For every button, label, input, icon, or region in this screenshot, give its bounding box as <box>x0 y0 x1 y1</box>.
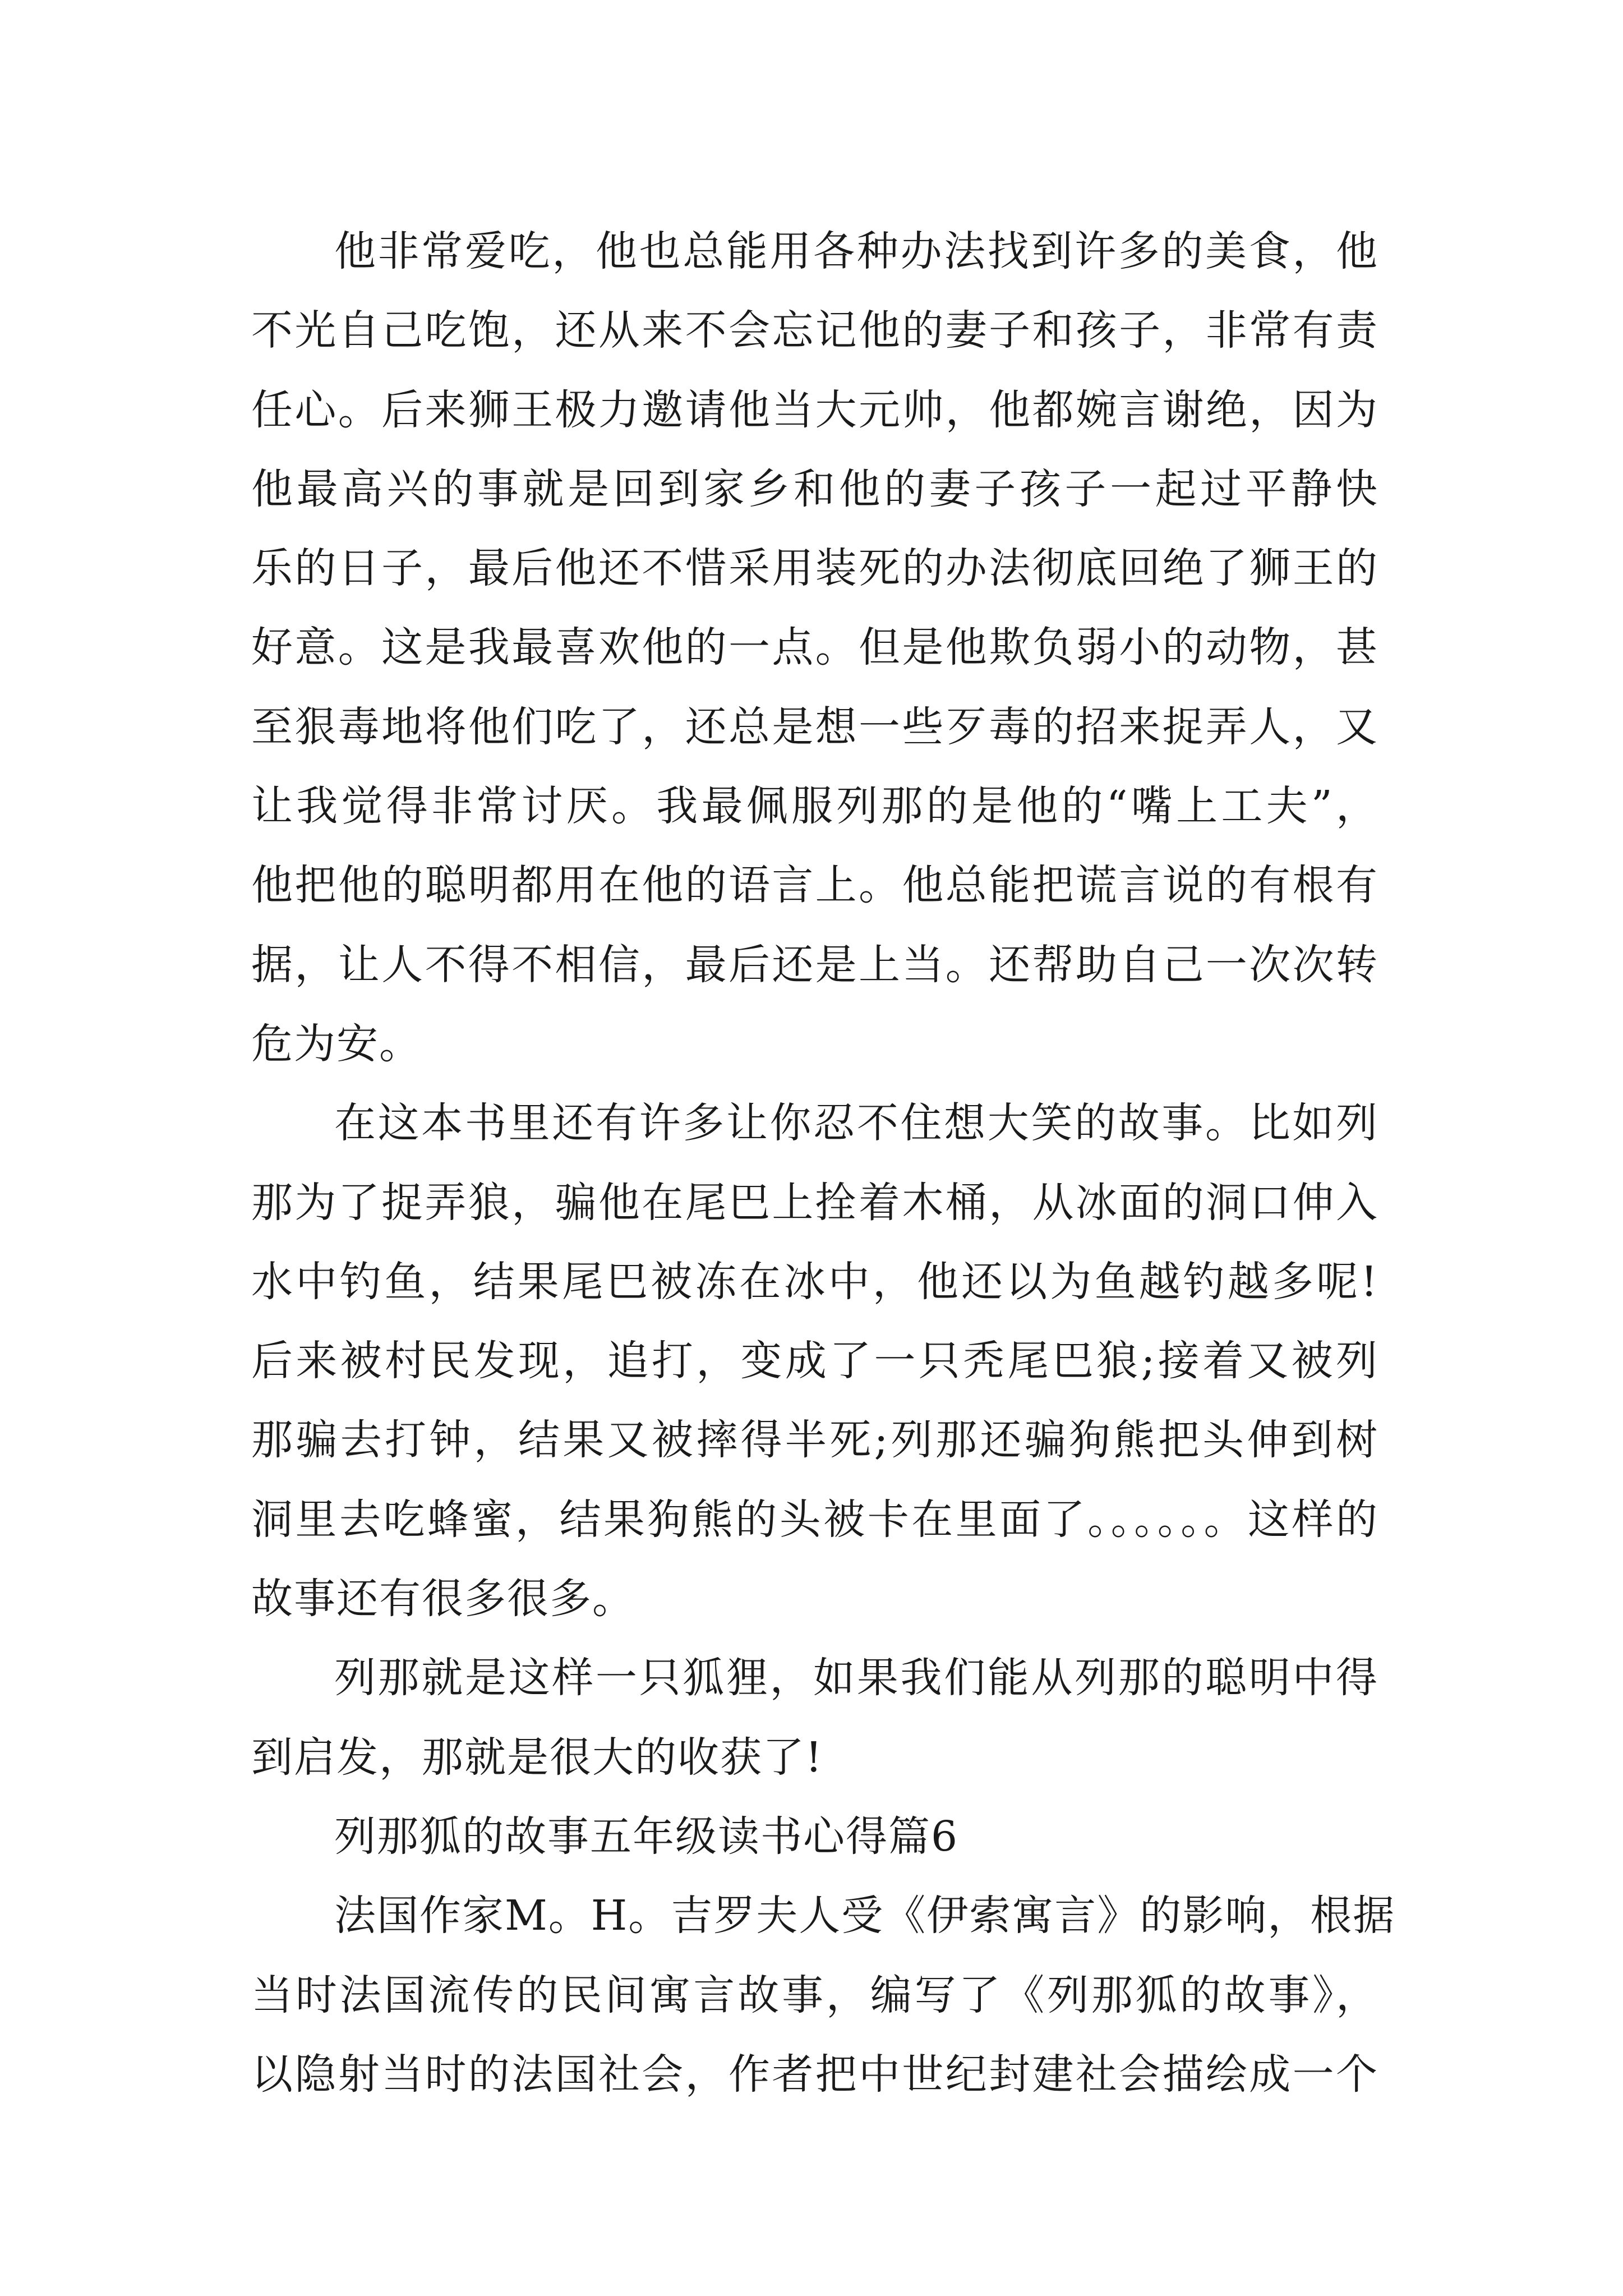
text-line: 那骗去打钟，结果又被摔得半死;列那还骗狗熊把头伸到树 <box>251 1416 1378 1465</box>
text-line: 故事还有很多很多。 <box>251 1575 635 1623</box>
text-line: 那为了捉弄狼，骗他在尾巴上拴着木桶，从冰面的洞口伸入 <box>251 1178 1378 1227</box>
text-line: 法国作家M。H。吉罗夫人受《伊索寓言》的影响，根据 <box>334 1892 1396 1940</box>
text-line: 以隐射当时的法国社会，作者把中世纪封建社会描绘成一个 <box>251 2050 1378 2099</box>
text-line: 他把他的聪明都用在他的语言上。他总能把谎言说的有根有 <box>251 861 1378 910</box>
paragraph-2 <box>251 1084 1378 1639</box>
text-line: 后来被村民发现，追打，变成了一只秃尾巴狼;接着又被列 <box>251 1337 1378 1386</box>
text-line: 到启发，那就是很大的收获了! <box>251 1733 823 1782</box>
text-line: 乐的日子，最后他还不惜采用装死的办法彻底回绝了狮王的 <box>251 544 1378 593</box>
body-text <box>251 212 1396 2114</box>
text-line: 好意。这是我最喜欢他的一点。但是他欺负弱小的动物，甚 <box>251 623 1378 672</box>
text-line: 在这本书里还有许多让你忍不住想大笑的故事。比如列 <box>334 1099 1378 1148</box>
paragraph-5 <box>251 1876 1396 2114</box>
paragraph-3 <box>251 1639 1378 1797</box>
section-heading <box>251 1797 1378 1876</box>
text-line: 列那狐的故事五年级读书心得篇6 <box>334 1812 959 1861</box>
text-line: 据，让人不得不相信，最后还是上当。还帮助自己一次次转 <box>251 940 1378 989</box>
text-line: 列那就是这样一只狐狸，如果我们能从列那的聪明中得 <box>334 1654 1378 1703</box>
text-line: 他最高兴的事就是回到家乡和他的妻子孩子一起过平静快 <box>251 464 1378 513</box>
text-line: 不光自己吃饱，还从来不会忘记他的妻子和孩子，非常有责 <box>251 306 1378 355</box>
text-line: 洞里去吃蜂蜜，结果狗熊的头被卡在里面了。。。。。。这样的 <box>251 1495 1378 1544</box>
text-line: 当时法国流传的民间寓言故事，编写了《列那狐的故事》， <box>251 1971 1378 2019</box>
paragraph-1 <box>251 212 1378 1084</box>
text-line: 他非常爱吃，他也总能用各种办法找到许多的美食，他 <box>334 227 1378 275</box>
text-line: 让我觉得非常讨厌。我最佩服列那的是他的“嘴上工夫”， <box>251 782 1378 831</box>
text-line: 危为安。 <box>251 1019 422 1068</box>
text-line: 至狠毒地将他们吃了，还总是想一些歹毒的招来捉弄人，又 <box>251 702 1378 751</box>
text-line: 任心。后来狮王极力邀请他当大元帅，他都婉言谢绝，因为 <box>251 385 1378 434</box>
text-line: 水中钓鱼，结果尾巴被冻在冰中，他还以为鱼越钓越多呢! <box>251 1257 1378 1306</box>
